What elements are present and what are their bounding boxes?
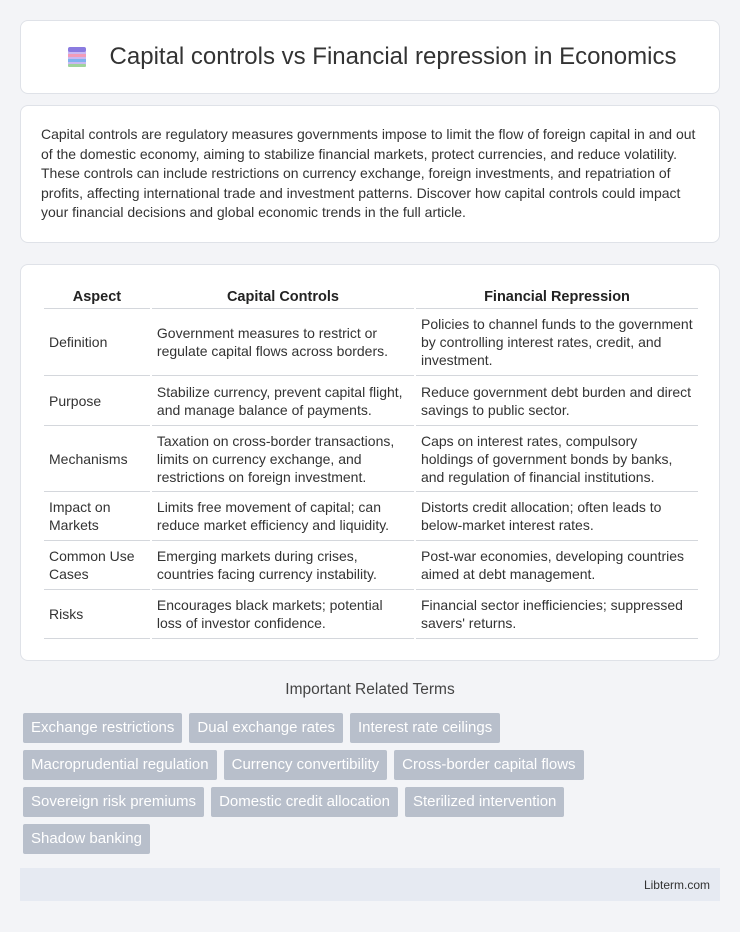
- aspect-cell: Impact on Markets: [44, 492, 150, 541]
- tag-row: [23, 787, 723, 817]
- related-term-tag[interactable]: Domestic credit allocation: [211, 787, 398, 817]
- header-financial-repression: Financial Repression: [416, 283, 698, 309]
- table-row: [44, 309, 698, 376]
- title-card: [20, 20, 720, 94]
- aspect-cell: Purpose: [44, 376, 150, 426]
- tag-row: [23, 750, 723, 780]
- comparison-card: [20, 264, 720, 661]
- table-row: [44, 541, 698, 590]
- table-header-row: [44, 283, 698, 309]
- tag-row: [23, 713, 723, 743]
- related-term-tag[interactable]: Interest rate ceilings: [350, 713, 500, 743]
- aspect-cell: Common Use Cases: [44, 541, 150, 590]
- related-term-tag[interactable]: Dual exchange rates: [189, 713, 343, 743]
- related-term-tag[interactable]: Macroprudential regulation: [23, 750, 217, 780]
- capital-controls-cell: Stabilize currency, prevent capital flight, and manage balance of payments.: [152, 376, 414, 426]
- footer: [20, 868, 720, 901]
- header-capital-controls: Capital Controls: [152, 283, 414, 309]
- related-term-tag[interactable]: Currency convertibility: [224, 750, 388, 780]
- financial-repression-cell: Post-war economies, developing countries aimed at debt management.: [416, 541, 698, 590]
- financial-repression-cell: Financial sector inefficiencies; suppressed savers' returns.: [416, 590, 698, 639]
- financial-repression-cell: Reduce government debt burden and direct savings to public sector.: [416, 376, 698, 426]
- book-stack-icon: [64, 44, 90, 70]
- capital-controls-cell: Emerging markets during crises, countries facing currency instability.: [152, 541, 414, 590]
- page-title: Capital controls vs Financial repression in Economics: [109, 43, 677, 70]
- related-terms-list: [23, 713, 723, 861]
- table-row: [44, 376, 698, 426]
- intro-card: [20, 105, 720, 243]
- table-row: [44, 492, 698, 541]
- financial-repression-cell: Caps on interest rates, compulsory holdings of government bonds by banks, and regulation of financial institutions.: [416, 426, 698, 492]
- capital-controls-cell: Taxation on cross-border transactions, limits on currency exchange, and restrictions on foreign investment.: [152, 426, 414, 492]
- capital-controls-cell: Limits free movement of capital; can reduce market efficiency and liquidity.: [152, 492, 414, 541]
- related-term-tag[interactable]: Sterilized intervention: [405, 787, 564, 817]
- footer-site-link[interactable]: Libterm.com: [643, 877, 710, 892]
- related-term-tag[interactable]: Shadow banking: [23, 824, 150, 854]
- capital-controls-cell: Government measures to restrict or regulate capital flows across borders.: [152, 309, 414, 376]
- aspect-cell: Risks: [44, 590, 150, 639]
- aspect-cell: Definition: [44, 309, 150, 376]
- capital-controls-cell: Encourages black markets; potential loss of investor confidence.: [152, 590, 414, 639]
- aspect-cell: Mechanisms: [44, 426, 150, 492]
- related-term-tag[interactable]: Sovereign risk premiums: [23, 787, 204, 817]
- intro-paragraph: Capital controls are regulatory measures governments impose to limit the flow of foreign capital in and out of the domestic economy, aiming to stabilize financial markets, protect currencies, and reduce volatility. These controls can include restrictions on currency exchange, foreign investments, and repatriation of profits, affecting international trade and investment patterns. Discover how capital controls could impact your financial decisions and global economic trends in the full article.: [41, 126, 696, 220]
- table-row: [44, 426, 698, 492]
- related-term-tag[interactable]: Exchange restrictions: [23, 713, 182, 743]
- table-row: [44, 590, 698, 639]
- comparison-table: [42, 283, 700, 639]
- related-terms-heading: Important Related Terms: [285, 681, 455, 698]
- tag-row: [23, 824, 723, 854]
- header-aspect: Aspect: [44, 283, 150, 309]
- financial-repression-cell: Policies to channel funds to the government by controlling interest rates, credit, and investment.: [416, 309, 698, 376]
- financial-repression-cell: Distorts credit allocation; often leads to below-market interest rates.: [416, 492, 698, 541]
- related-term-tag[interactable]: Cross-border capital flows: [394, 750, 583, 780]
